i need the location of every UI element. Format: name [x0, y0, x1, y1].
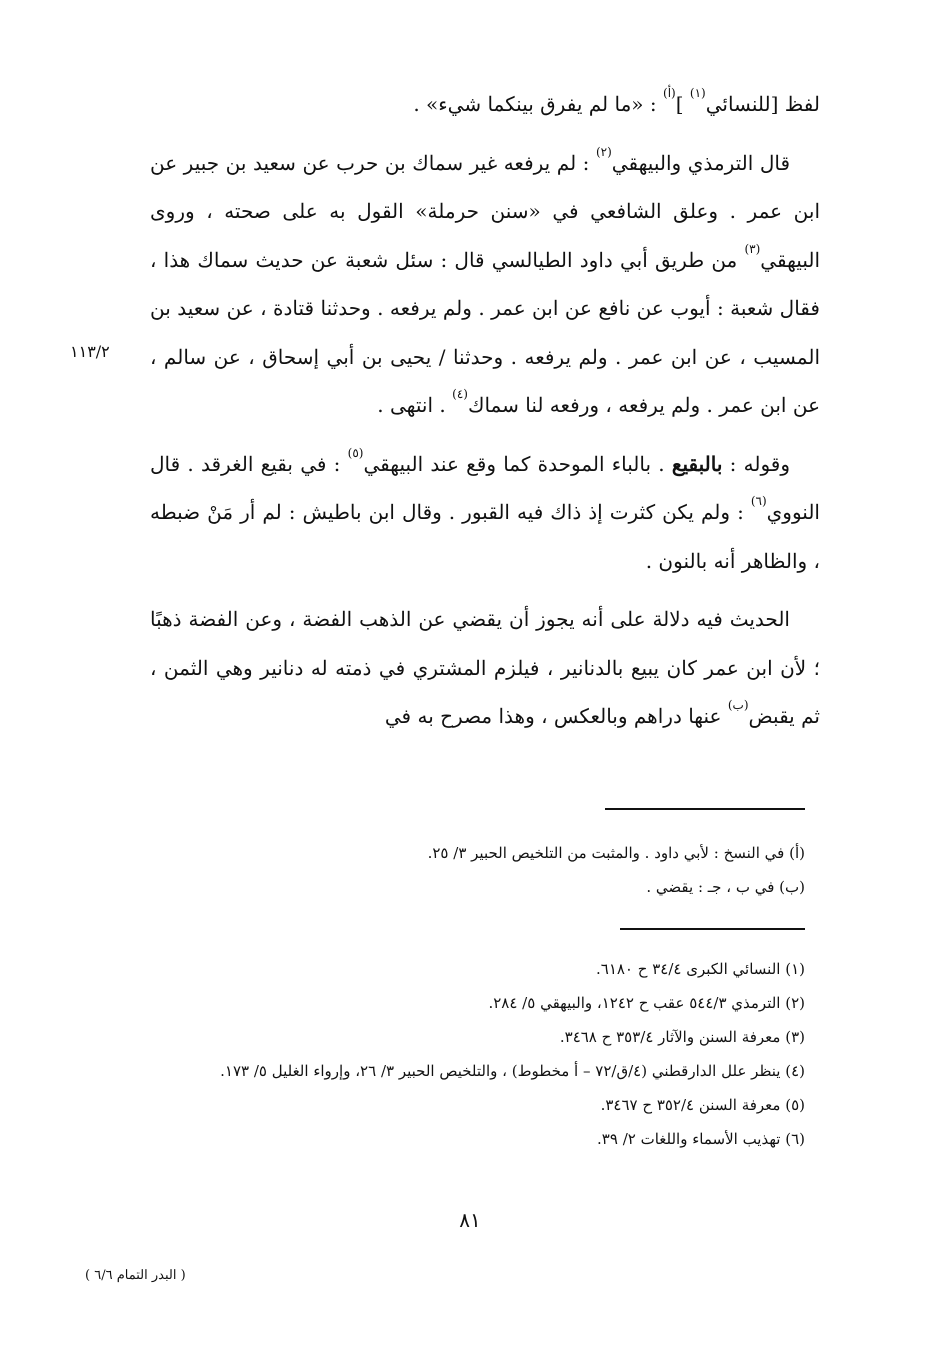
text-run: لفظ [للنسائي — [705, 92, 820, 116]
footnote-ref-2[interactable]: (٢) — [595, 144, 612, 159]
text-run: عنها دراهم وبالعكس ، وهذا مصرح به في — [384, 704, 722, 728]
page-number: ٨١ — [459, 1208, 481, 1232]
text-run: . انتهى . — [377, 393, 446, 417]
text-run: وقوله : — [729, 451, 791, 476]
variant-ref-b[interactable]: (ب) — [727, 698, 749, 713]
text-run: قال الترمذي والبيهقي — [611, 150, 791, 175]
footnote: (٦) تهذيب الأسماء واللغات ٢/ ٣٩. — [597, 1130, 805, 1148]
text-run: : «ما لم يفرق بينكما شيء» . — [413, 92, 657, 116]
keyword-bold: بالبقيع — [671, 451, 723, 476]
footnote-ref-5[interactable]: (٥) — [347, 445, 364, 460]
footnote-ref-4[interactable]: (٤) — [452, 387, 468, 402]
footnote-ref-3[interactable]: (٣) — [744, 241, 761, 256]
footnote: (٣) معرفة السنن والآثار ٣٥٣/٤ ح ٣٤٦٨. — [559, 1028, 805, 1046]
variant-note: (أ) في النسخ : لأبي داود . والمثبت من التلخيص الحبير ٣/ ٢٥. — [427, 844, 805, 862]
footnote: (٤) ينظر علل الدارقطني (٤/ق/٧٢ – أ مخطوط) ، والتلخيص الحبير ٣/ ٢٦، وإرواء الغليل ٥/ ١٧٣. — [220, 1062, 805, 1080]
paragraph-4 — [150, 595, 820, 741]
manuscript-folio-marker: ١١٣/٢ — [70, 342, 110, 361]
variant-ref-a[interactable]: (أ) — [663, 86, 676, 101]
footnote-divider-1 — [605, 808, 805, 810]
paragraph-3 — [150, 440, 820, 586]
footnotes — [115, 952, 805, 1156]
footnote: (١) النسائي الكبرى ٣٤/٤ ح ٦١٨٠. — [595, 960, 805, 978]
text-run: من طريق أبي داود الطيالسي قال : سئل شعبة عن حديث سماك هذا ، فقال شعبة : أيوب عن نافع عن ابن عمر . ولم يرفعه . وحدثنا قتادة ، عن سعيد بن المسيب ، عن ابن عمر . ولم يرفعه . وحدثنا / يحيى بن أبي إسحاق ، عن سالم ، عن ابن عمر . ولم يرفعه ، ورفعه لنا سماك — [150, 247, 820, 417]
text-run: : في بقيع الغرقد . قال النووي — [150, 451, 820, 524]
text-run: : لم يرفعه غير سماك بن حرب عن سعيد بن جبير عن ابن عمر . وعلق الشافعي في «سنن حرملة» القول به على صحته ، وروى البيهقي — [150, 150, 821, 272]
text-run: : ولم يكن كثرت إذ ذاك فيه القبور . وقال ابن باطيش : لم أر مَنْ ضبطه ، والظاهر أنه بالنون . — [150, 500, 820, 573]
footnote-ref-1[interactable]: (١) — [689, 86, 706, 101]
text-run: ] — [675, 92, 684, 116]
text-run: . بالباء الموحدة كما وقع عند البيهقي — [363, 451, 665, 476]
footnote-ref-6[interactable]: (٦) — [750, 494, 767, 509]
text-run: الحديث فيه دلالة على أنه يجوز أن يقضي عن الذهب الفضة ، وعن الفضة ذهبًا ؛ لأن ابن عمر كان يبيع بالدنانير ، فيلزم المشتري في ذمته له دنانير وهي الثمن ، ثم يقبض — [150, 607, 820, 728]
paragraph-2 — [150, 139, 820, 430]
variant-note: (ب) في ب ، جـ : يقضي . — [646, 878, 805, 896]
variant-notes — [305, 836, 805, 904]
footnote: (٢) الترمذي ٥٤٤/٣ عقب ح ١٢٤٢، والبيهقي ٥/ ٢٨٤. — [488, 994, 805, 1012]
footnote-divider-2 — [620, 928, 805, 930]
paragraph-1 — [150, 80, 820, 129]
running-footer: ( البدر التمام ٦/٦ ) — [85, 1268, 186, 1283]
main-text — [150, 80, 820, 741]
footnote: (٥) معرفة السنن ٣٥٢/٤ ح ٣٤٦٧. — [600, 1096, 805, 1114]
